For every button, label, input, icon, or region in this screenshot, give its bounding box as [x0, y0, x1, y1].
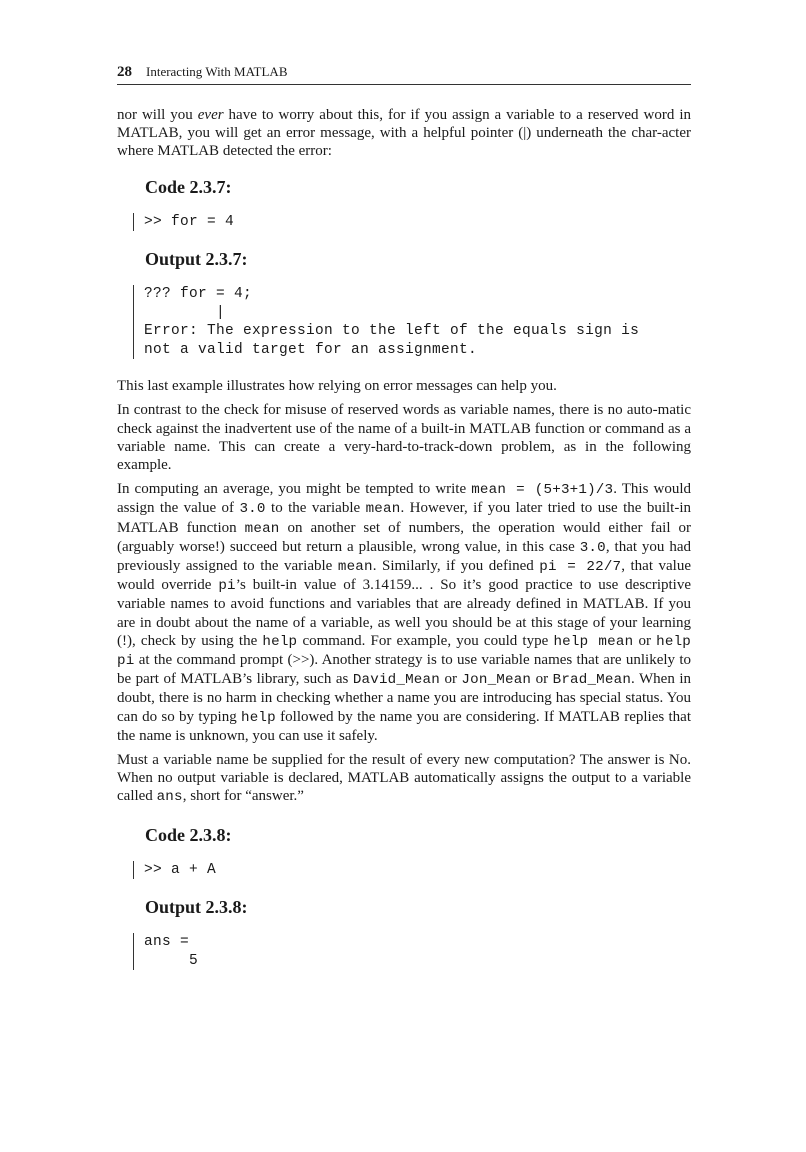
paragraph-builtin-names: In contrast to the check for misuse of reserved words as variable names, there is no auto-matic check against the inadvertent use of the name of a built-in MATLAB function or command as a variable name. This can create a very-hard-to-track-down problem, as in the following example. [117, 402, 691, 473]
code-line: >> for = 4 [144, 213, 235, 230]
code-2-3-8-block [133, 861, 691, 880]
output-2-3-8-block [133, 933, 691, 970]
output-2-3-8-heading: Output 2.3.8: [145, 897, 248, 918]
output-line: not a valid target for an assignment. [144, 341, 478, 358]
paragraph-ans-variable: Must a variable name be supplied for the result of every new computation? The answer is No. When no output variable is declared, MATLAB automatically assigns the output to a variable called ans, short for “answer.” [117, 751, 691, 806]
book-page [117, 64, 691, 970]
output-2-3-7-heading: Output 2.3.7: [145, 249, 248, 270]
code-2-3-7-heading: Code 2.3.7: [145, 176, 232, 197]
output-line: 5 [144, 952, 199, 969]
paragraph-mean-example: In computing an average, you might be tempted to write mean = (5+3+1)/3. This would assign the value of 3.0 to the variable mean. However, if you later tried to use the built-in MATLAB function mean on another set of numbers, the operation would either fail or (arguably worse!) succeed but return a plausible, wrong value, in this case 3.0, that you had previously assigned to the variable mean. Similarly, if you defined pi = 22/7, that value would override pi’s built-in value of 3.14159... . So it’s good practice to use descriptive variable names to avoid functions and variables that are already defined in MATLAB. If you are in doubt about the name of a variable, as well you should be at this stage of your learning (!), check by using the help command. For example, you could type help mean or help pi at the command prompt (>>). Another strategy is to use variable names that are unlikely to be part of MATLAB’s library, such as David_Mean or Jon_Mean or Brad_Mean. When in doubt, there is no harm in checking whether a name you are introducing has special status. You can do so by typing help followed by the name you are considering. If MATLAB replies that the name is unknown, you can use it safely. [117, 481, 692, 744]
page-number: 28 [117, 64, 132, 80]
output-line: | [144, 304, 226, 321]
code-2-3-7-block [133, 213, 691, 232]
code-2-3-8-heading: Code 2.3.8: [145, 824, 232, 845]
paragraph-reserved-words: nor will you ever have to worry about this, for if you assign a variable to a reserved word in MATLAB, you will get an error message, with a helpful pointer (|) underneath the char-acter where MATLAB detected the error: [117, 107, 691, 160]
running-header [117, 64, 691, 85]
output-line: ans = [144, 934, 190, 951]
paragraph-error-messages: This last example illustrates how relying on error messages can help you. [117, 378, 557, 395]
output-line: Error: The expression to the left of the equals sign is [144, 323, 640, 340]
code-line: >> a + A [144, 861, 217, 878]
output-line: ??? for = 4; [144, 286, 253, 303]
output-2-3-7-block [133, 285, 691, 359]
running-title: Interacting With MATLAB [146, 64, 288, 79]
